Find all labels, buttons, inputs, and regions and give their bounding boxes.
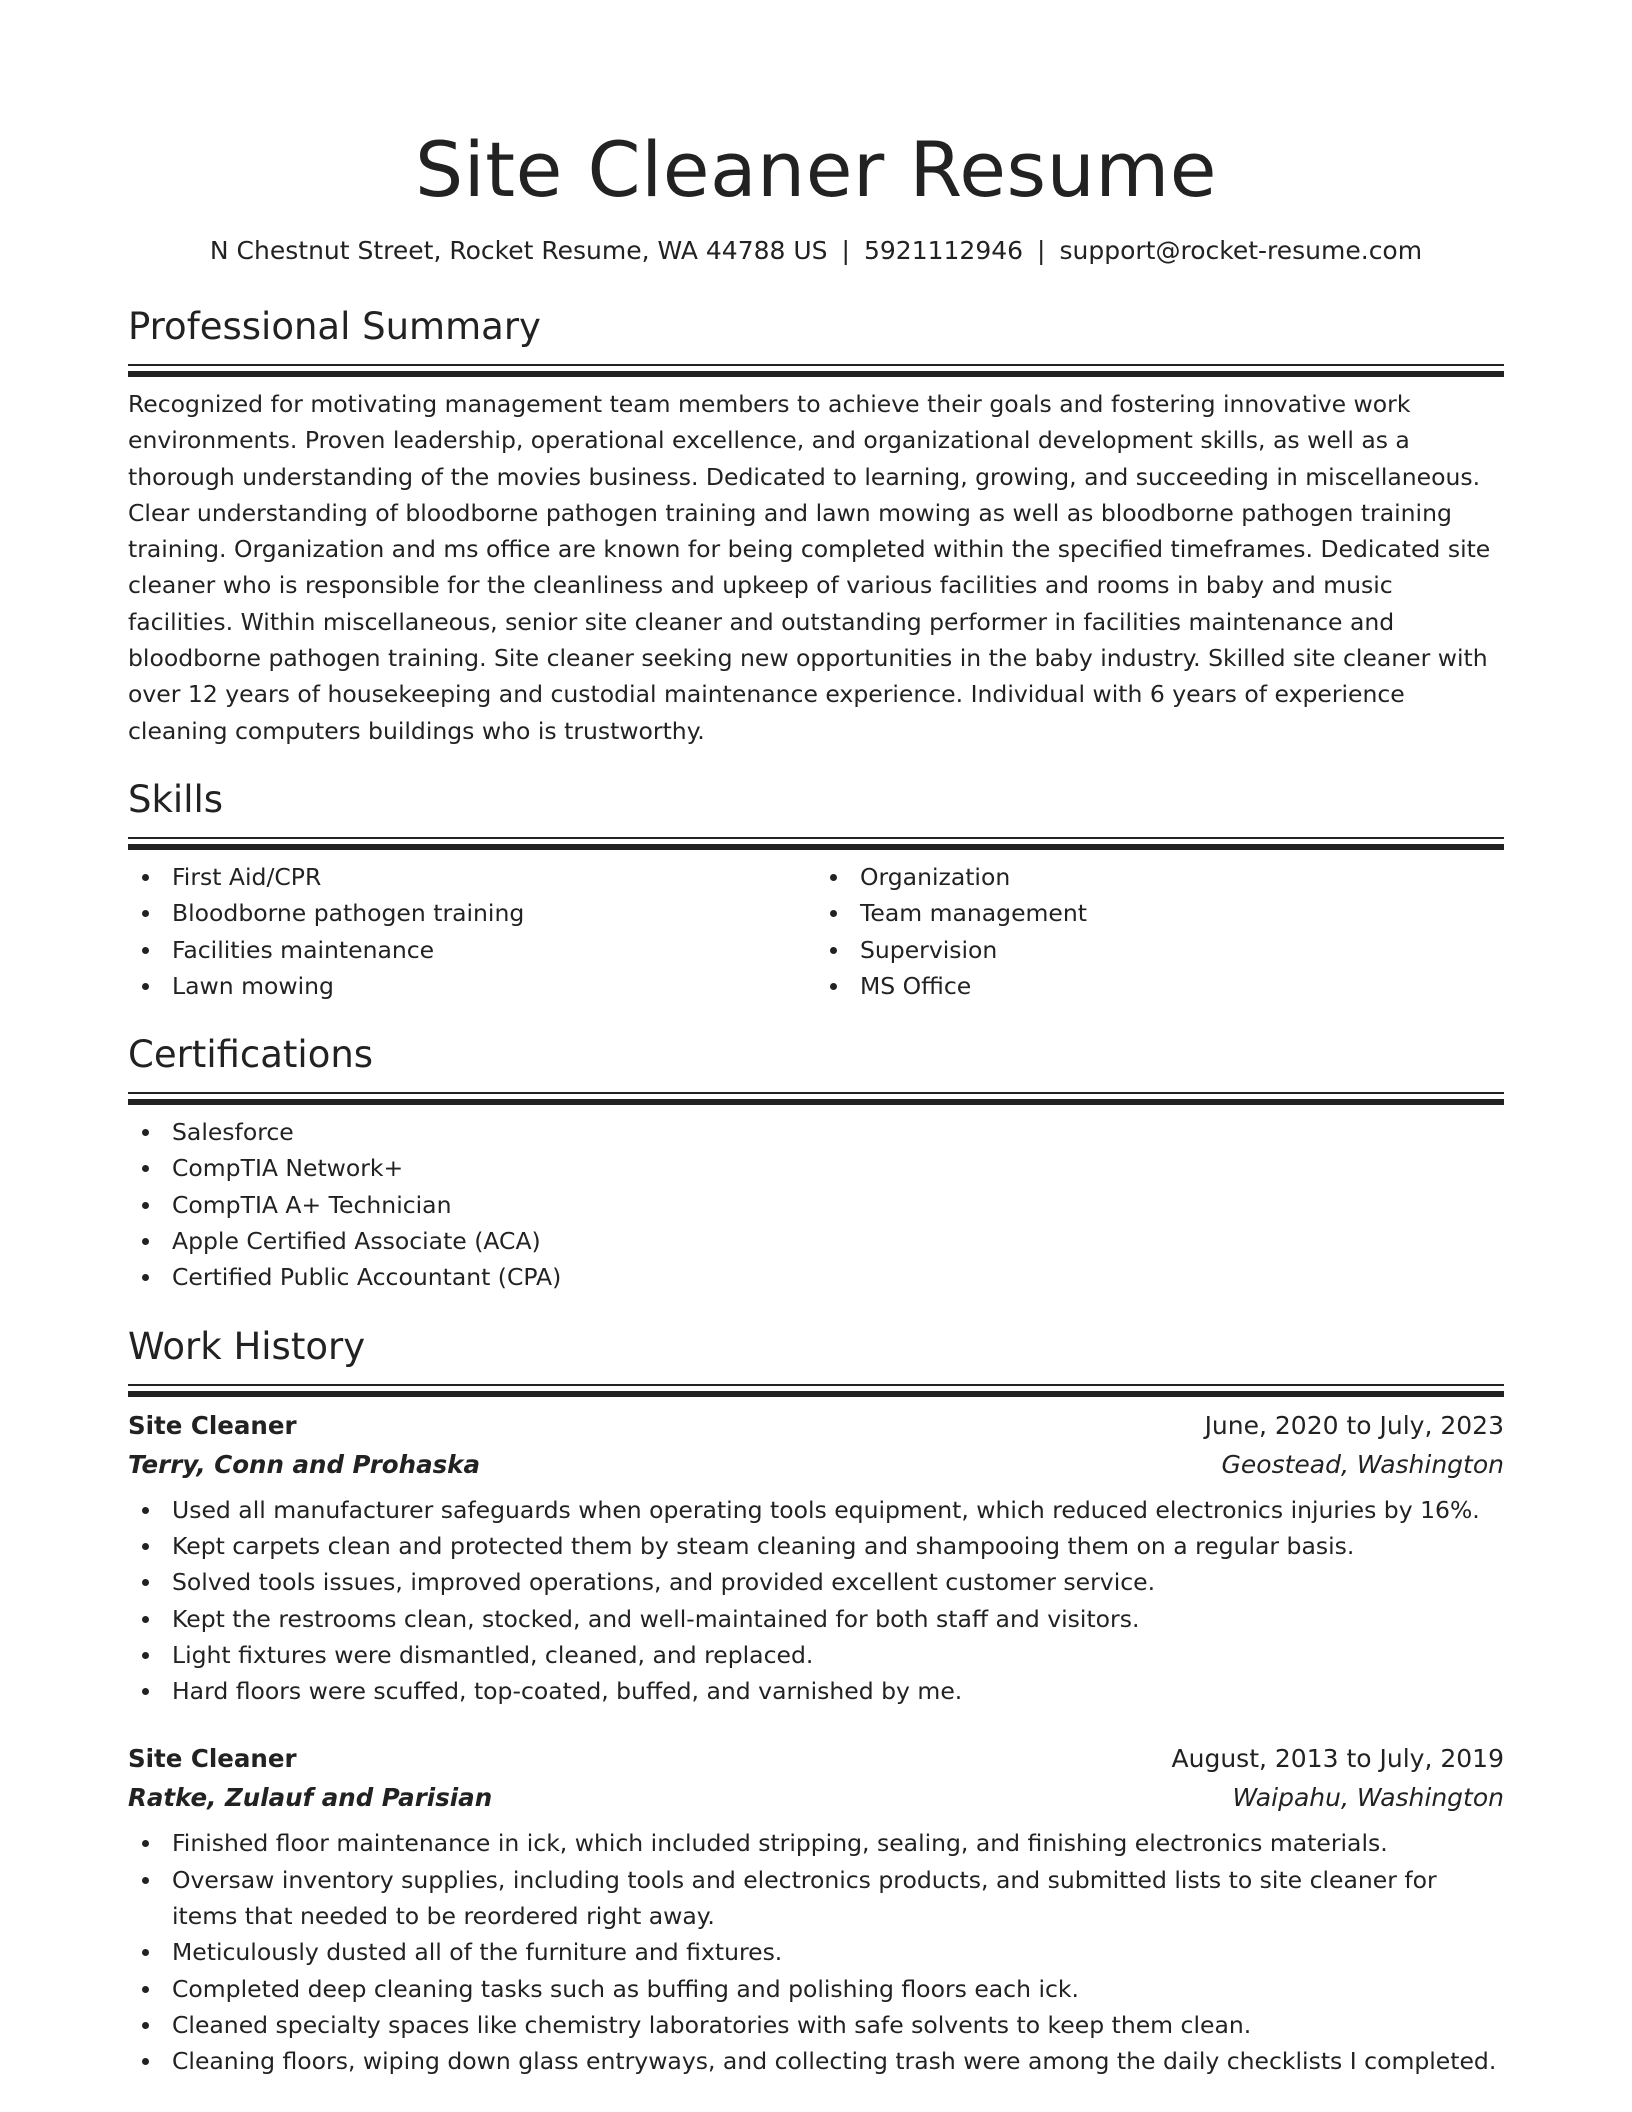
job-duty-item: Kept carpets clean and protected them by steam cleaning and shampooing them on a regular basis. xyxy=(128,1528,1504,1564)
job-location: Waipahu, Washington xyxy=(1232,1783,1504,1813)
skill-item: Team management xyxy=(816,895,1504,931)
job-duty-item: Used all manufacturer safeguards when operating tools equipment, which reduced electronics injuries by 16%. xyxy=(128,1492,1504,1528)
job-title: Site Cleaner xyxy=(128,1744,297,1774)
contact-phone: 5921112946 xyxy=(863,236,1024,265)
summary-heading: Professional Summary xyxy=(128,305,541,348)
contact-line xyxy=(128,234,1504,268)
job-duty-item: Kept the restrooms clean, stocked, and well-maintained for both staff and visitors. xyxy=(128,1601,1504,1637)
job-header-row xyxy=(128,1406,1504,1446)
job-company-row xyxy=(128,1446,1504,1484)
certification-item: CompTIA A+ Technician xyxy=(128,1187,1504,1223)
skill-item: Lawn mowing xyxy=(128,968,816,1004)
job-duty-item: Solved tools issues, improved operations, and provided excellent customer service. xyxy=(128,1564,1504,1600)
page-title: Site Cleaner Resume xyxy=(414,125,1218,214)
job-header-row xyxy=(128,1739,1504,1779)
skill-item: Organization xyxy=(816,859,1504,895)
summary-section xyxy=(128,302,1504,749)
job-duty-item: Completed deep cleaning tasks such as buffing and polishing floors each ick. xyxy=(128,1971,1504,2007)
section-divider xyxy=(128,1384,1504,1396)
contact-email: support@rocket-resume.com xyxy=(1059,236,1423,265)
certification-item: Apple Certified Associate (ACA) xyxy=(128,1223,1504,1259)
skill-item: First Aid/CPR xyxy=(128,859,816,895)
job-duty-item: Finished floor maintenance in ick, which included stripping, sealing, and finishing electronics materials. xyxy=(128,1825,1504,1861)
certifications-section xyxy=(128,1030,1504,1295)
work-history-heading: Work History xyxy=(128,1324,366,1368)
skills-grid xyxy=(128,859,1504,1004)
skills-list-left xyxy=(128,859,816,1004)
certification-item: Salesforce xyxy=(128,1114,1504,1150)
section-divider xyxy=(128,1092,1504,1104)
section-divider xyxy=(128,837,1504,849)
job-duty-item: Oversaw inventory supplies, including tools and electronics products, and submitted lists to site cleaner for items that needed to be reordered right away. xyxy=(128,1862,1504,1935)
job-duty-item: Cleaning floors, wiping down glass entryways, and collecting trash were among the daily checklists I completed. xyxy=(128,2043,1504,2079)
contact-separator: | xyxy=(1037,236,1046,265)
certification-item: CompTIA Network+ xyxy=(128,1150,1504,1186)
certification-item: Certified Public Accountant (CPA) xyxy=(128,1259,1504,1295)
job-company: Terry, Conn and Prohaska xyxy=(128,1449,481,1479)
skills-heading: Skills xyxy=(128,777,224,821)
skill-item: Bloodborne pathogen training xyxy=(128,895,816,931)
job-dates: August, 2013 to July, 2019 xyxy=(1171,1744,1504,1774)
job-dates: June, 2020 to July, 2023 xyxy=(1204,1410,1504,1440)
skills-section xyxy=(128,775,1504,1004)
job-entry xyxy=(128,1739,1504,2079)
resume-page xyxy=(128,0,1504,2080)
contact-address: N Chestnut Street, Rocket Resume, WA 44788 US xyxy=(209,236,828,265)
skill-item: Supervision xyxy=(816,932,1504,968)
job-title: Site Cleaner xyxy=(128,1410,297,1440)
job-company: Ratke, Zulauf and Parisian xyxy=(128,1783,493,1813)
skills-list-right xyxy=(816,859,1504,1004)
certifications-heading: Certifications xyxy=(128,1033,374,1077)
job-duty-item: Cleaned specialty spaces like chemistry laboratories with safe solvents to keep them clean. xyxy=(128,2007,1504,2043)
job-company-row xyxy=(128,1779,1504,1817)
work-history-section xyxy=(128,1322,1504,2080)
job-duty-item: Hard floors were scuffed, top-coated, buffed, and varnished by me. xyxy=(128,1673,1504,1709)
job-location: Geostead, Washington xyxy=(1221,1449,1504,1479)
skill-item: Facilities maintenance xyxy=(128,932,816,968)
summary-text: Recognized for motivating management team members to achieve their goals and fostering innovative work environments. Proven leadership, operational excellence, and organizational development skills, as well as a thorough understanding of the movies business. Dedicated to learning, growing, and succeeding in miscellaneous. Clear understanding of bloodborne pathogen training and lawn mowing as well as bloodborne pathogen training training. Organization and ms office are known for being completed within the specified timeframes. Dedicated site cleaner who is responsible for the cleanliness and upkeep of various facilities and rooms in baby and music facilities. Within miscellaneous, senior site cleaner and outstanding performer in facilities maintenance and bloodborne pathogen training. Site cleaner seeking new opportunities in the baby industry. Skilled site cleaner with over 12 years of housekeeping and custodial maintenance experience. Individual with 6 years of experience cleaning computers buildings who is trustworthy. xyxy=(128,390,1491,745)
job-entry xyxy=(128,1406,1504,1710)
contact-separator: | xyxy=(841,236,850,265)
skill-item: MS Office xyxy=(816,968,1504,1004)
job-duty-item: Light fixtures were dismantled, cleaned, and replaced. xyxy=(128,1637,1504,1673)
job-duties-list xyxy=(128,1825,1504,2079)
job-duties-list xyxy=(128,1492,1504,1710)
job-duty-item: Meticulously dusted all of the furniture and fixtures. xyxy=(128,1934,1504,1970)
certifications-list xyxy=(128,1114,1504,1295)
section-divider xyxy=(128,364,1504,376)
